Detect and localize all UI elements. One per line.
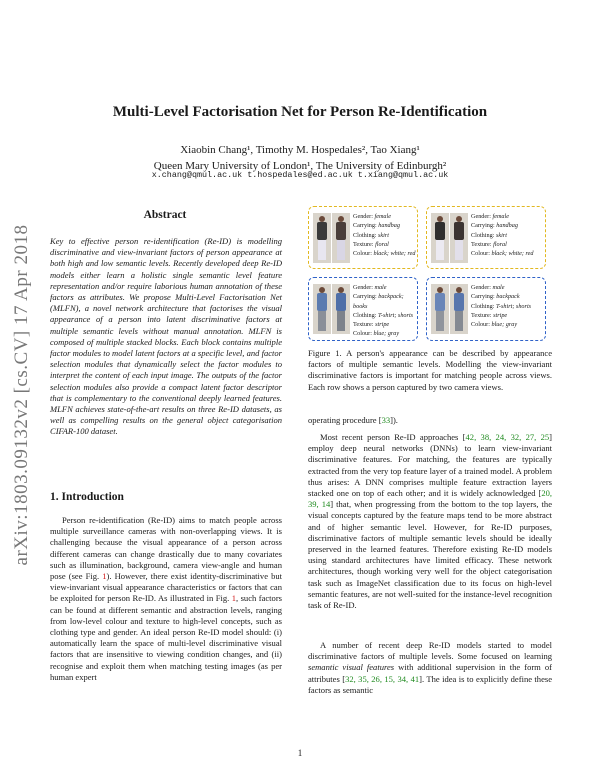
figure-1: [308, 206, 548, 342]
person-image: [433, 287, 447, 331]
citation[interactable]: 33: [381, 415, 391, 425]
intro-paragraph-3: A number of recent deep Re-ID models started to model discriminative factors of multiple levels. Some focused on learning semantic visual features with additional supervision in the form of attributes [32, 35, 26, 15, 34, 41]. The idea is to explicitly define these factors as semantic: [308, 640, 552, 695]
person-image: [452, 287, 466, 331]
person-image: [315, 287, 329, 331]
attribute-list: Gender: female Carrying: handbag Clothing: skirt Texture: floral Colour: black; white; red: [471, 213, 534, 258]
person-panel: [426, 206, 546, 269]
fig-ref[interactable]: 1: [102, 571, 107, 582]
paper-title: Multi-Level Factorisation Net for Person Re-Identification: [112, 104, 488, 120]
person-image: [315, 216, 329, 260]
person-image: [452, 216, 466, 260]
citation[interactable]: 32, 35, 26, 15, 34, 41: [345, 673, 420, 684]
person-image: [334, 216, 348, 260]
fig-ref[interactable]: 1: [231, 593, 236, 604]
attribute-list: Gender: female Carrying: handbag Clothing: skirt Texture: floral Colour: black; white; red: [353, 213, 416, 258]
intro-paragraph-2: Most recent person Re-ID approaches [42, 38, 24, 32, 27, 25] employ deep neural networks (DNNs) to learn view-invariant discriminative features. For matching, the features are typically extracted from the very top feature layer of a trained model. A problem thus arises: A DNN comprises multiple feature extraction layers stacked one on top of each other; and it is widely acknowledged [20, 39, 14] that, when progressing from the bottom to the top layers, the visual concepts captured by the feature maps tend to be more abstract and of higher semantic level. However, for Re-ID purposes, discriminative factors of multiple semantic levels should be ideally preserved in the learned features. Therefore existing Re-ID models using standard architectures have limited efficacy. These network architectures, though working very well for the object categorisation task such as ImageNet classification due to its focus on high-level semantic features, are not well-suited for the instance-level recognition task of Re-ID.: [308, 432, 552, 611]
attribute-list: Gender: male Carrying: backpack; books Clothing: T-shirt; shorts Texture: stripe Colour: blue; gray: [353, 284, 414, 338]
arxiv-stamp: arXiv:1803.09132v2 [cs.CV] 17 Apr 2018: [11, 224, 32, 566]
intro-heading: 1. Introduction: [50, 491, 124, 503]
citation[interactable]: 42, 38, 24, 32, 27, 25: [465, 432, 550, 442]
author-emails: x.chang@qmul.ac.uk t.hospedales@ed.ac.uk t.xiang@qmul.ac.uk: [151, 170, 449, 180]
authors-line: Xiaobin Chang¹, Timothy M. Hospedales², Tao Xiang¹: [180, 144, 420, 156]
abstract-text: Key to effective person re-identification (Re-ID) is modelling discriminative and view-invariant factors of person appearance at both high and low semantic levels. Recently developed deep Re-ID models either learn a holistic single semantic level feature representation and/or require laborious human annotation of these factors as attributes. We propose Multi-Level Factorisation Net (MLFN), a novel network architecture that factorises the visual appearance of a person into latent discriminative factors at multiple semantic levels without manual annotation. MLFN is composed of multiple stacked blocks. Each block contains multiple factor modules to model latent factors at a specific level, and factor selection modules that dynamically select the factor modules to interpret the content of each input image. The outputs of the factor selection modules also provide a compact latent factor descriptor that is complementary to the conventional deeply learned features. MLFN achieves state-of-the-art results on three Re-ID datasets, as well as compelling results on the general object categorisation CIFAR-100 dataset.: [50, 236, 282, 437]
person-image: [433, 216, 447, 260]
attribute-list: Gender: male Carrying: backpack Clothing: T-shirt; shorts Texture: stripe Colour: blue; gray: [471, 284, 532, 329]
person-image: [334, 287, 348, 331]
person-panel: [308, 206, 418, 269]
right-col-continuation: operating procedure [33]).: [308, 415, 398, 425]
person-panel: [308, 277, 418, 341]
intro-paragraph-1: Person re-identification (Re-ID) aims to match people across multiple surveillance cameras with non-overlapping views. It is challenging because the visual appearance of a person across different cameras can change drastically due to many covariates such as illumination, background, camera view-angle and human pose (see Fig. 1). However, there exist identity-discriminative but view-invariant visual appearance characteristics or factors that can be exploited for person Re-ID. As illustrated in Fig. 1, such factors can be found at different semantic and abstraction levels, ranging from low-level colour and texture to high-level concepts, such as clothing type and gender. An ideal person Re-ID model should: (i) automatically learn the space of multi-level discriminative visual factors that are insensitive to viewing condition changes, and (ii) recognise and exploit them when matching testing images (as per human expert: [50, 515, 282, 682]
abstract-heading: Abstract: [143, 209, 187, 221]
person-panel: [426, 277, 546, 341]
figure-1-caption: Figure 1. A person's appearance can be described by appearance factors of multiple semantic levels. Modelling the view-invariant discriminative factors is important for matching people across views. Each row shows a person captured by two camera views.: [308, 348, 552, 392]
affiliation-line: Queen Mary University of London¹, The University of Edinburgh²: [153, 160, 447, 172]
page-number: 1: [297, 748, 303, 758]
citation[interactable]: 20, 39, 14: [308, 488, 552, 510]
